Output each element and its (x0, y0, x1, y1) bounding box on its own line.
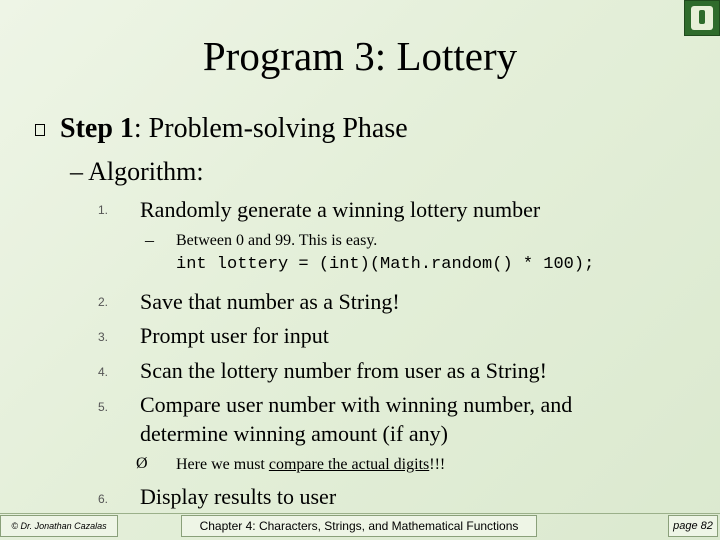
list-item: Save that number as a String! (140, 289, 400, 314)
footer-page: page 82 (668, 515, 718, 537)
list-item: Prompt user for input (140, 323, 329, 348)
sub-item-dash: – (145, 230, 154, 250)
note-text (176, 455, 445, 475)
list-item: Display results to user (140, 484, 337, 509)
algorithm-label: – Algorithm: (70, 157, 204, 186)
note-after: !!! (429, 456, 446, 473)
list-item: Scan the lottery number from user as a String! (140, 358, 547, 383)
list-item: Randomly generate a winning lottery number (140, 197, 541, 222)
note-before: Here we must (176, 456, 269, 473)
list-item-continuation: determine winning amount (if any) (140, 421, 448, 446)
step-label: Step 1 (60, 113, 134, 144)
item-number: 3. (97, 330, 108, 344)
item-number: 6. (97, 492, 108, 506)
slide-title: Program 3: Lottery (202, 33, 518, 79)
footer-divider (0, 513, 720, 514)
bullet-box-icon (35, 124, 45, 136)
university-seal-icon (684, 0, 720, 36)
footer-chapter: Chapter 4: Characters, Strings, and Mathematical Functions (181, 515, 537, 537)
note-underlined: compare the actual digits (268, 456, 430, 473)
footer-author: © Dr. Jonathan Cazalas (0, 515, 118, 537)
step-heading (60, 112, 408, 146)
list-item: Compare user number with winning number, and (140, 392, 573, 417)
item-number: 2. (97, 295, 108, 309)
item-number: 5. (97, 400, 108, 414)
code-snippet: int lottery = (int)(Math.random() * 100); (176, 255, 595, 274)
item-number: 1. (97, 203, 108, 217)
item-number: 4. (97, 365, 108, 379)
sub-item-text: Between 0 and 99. This is easy. (176, 232, 378, 249)
arrow-bullet-icon: Ø (136, 455, 148, 472)
step-description: : Problem-solving Phase (133, 113, 408, 144)
